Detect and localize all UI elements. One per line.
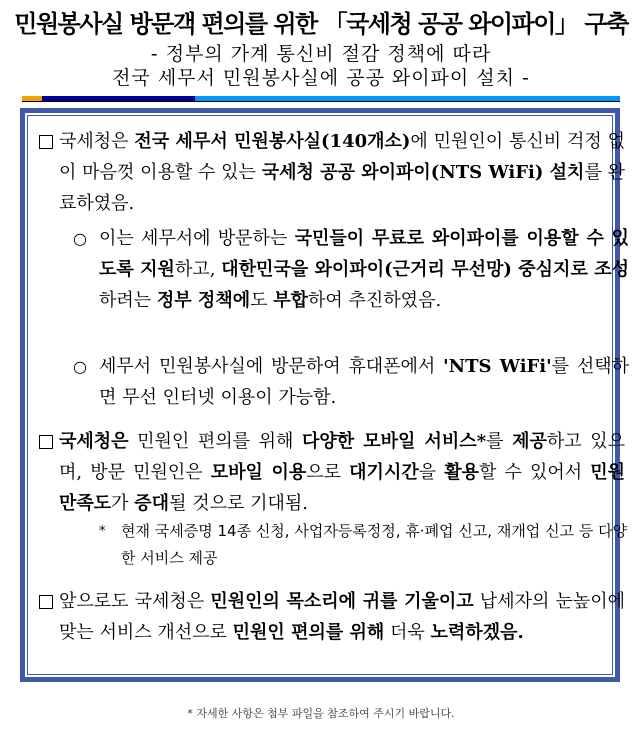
content-box (20, 108, 629, 682)
paragraph-1 (59, 126, 625, 219)
emphasized-text: 대기시간 (349, 462, 419, 483)
paragraph-2 (73, 223, 629, 316)
text-run: 할 수 있어서 (479, 462, 591, 483)
footnote-mobile-services (99, 518, 629, 572)
emphasized-text: 'NTS WiFi' (443, 356, 552, 377)
paragraph-5 (59, 586, 625, 648)
text-run: 국세청은 (59, 131, 135, 152)
page-title: 민원봉사실 방문객 편의를 위한 「국세청 공공 와이파이」 구축 (14, 10, 628, 38)
footer-note: * 자세한 사항은 첨부 파일을 참조하여 주시기 바랍니다. (187, 707, 455, 720)
text-run: 를 (486, 431, 513, 452)
emphasized-text: 국민들이 무료로 와이파이를 이용할 수 있도록 지원 (99, 228, 629, 280)
emphasized-text: 민원인의 목소리에 귀를 기울이고 (210, 591, 474, 612)
text-run: 으로 (306, 462, 350, 483)
text-run: 을 (418, 462, 445, 483)
text-run: 민원인 편의를 위해 (128, 431, 302, 452)
circle-bullet-icon: ○ (73, 229, 87, 248)
text-run: 를 완료하였음. (59, 162, 625, 214)
text-run: 될 것으로 기대됨. (169, 493, 308, 514)
paragraph-text (99, 356, 629, 408)
emphasized-text: 노력하겠음. (430, 622, 524, 643)
subtitle-line-1: - 정부의 가계 통신비 절감 정책에 따라 (150, 43, 492, 65)
text-run: 가 (111, 493, 135, 514)
subtitle-line-2: 전국 세무서 민원봉사실에 공공 와이파이 설치 - (112, 67, 530, 89)
paragraph-text (59, 431, 625, 514)
emphasized-text: 제공 (512, 431, 547, 452)
emphasized-text: 국세청은 (59, 431, 129, 452)
emphasized-text: 국세청 공공 와이파이(NTS WiFi) 설치 (261, 162, 585, 183)
circle-bullet-icon: ○ (73, 357, 87, 376)
divider-underline (22, 101, 620, 102)
emphasized-text: 전국 세무서 민원봉사실(140개소) (134, 131, 411, 152)
text-run: 도 (250, 290, 274, 311)
paragraph-3 (73, 351, 629, 413)
text-run: 이는 세무서에 방문하는 (99, 228, 295, 249)
footnote-text: 현재 국세증명 14종 신청, 사업자등록정정, 휴·폐업 신고, 재개업 신고 등 다양한 서비스 제공 (121, 522, 628, 567)
square-bullet-icon (39, 135, 53, 149)
paragraph-text (99, 228, 629, 311)
text-run: 에 민원인이 통신비 걱정 없이 마음껏 이용할 수 있는 (59, 131, 625, 183)
emphasized-text: 민원 만족도 (59, 462, 625, 514)
text-run: 하고 있으며, 방문 민원인은 (59, 431, 625, 483)
text-run: 하려는 (99, 290, 157, 311)
paragraph-text (59, 131, 625, 214)
paragraph-text (59, 591, 625, 643)
asterisk-icon: * (99, 524, 106, 539)
text-run: 납세자의 눈높이에 맞는 서비스 개선으로 (59, 591, 626, 643)
emphasized-text: 증대 (134, 493, 170, 514)
square-bullet-icon (39, 595, 53, 609)
emphasized-text: 다양한 모바일 서비스* (301, 431, 487, 452)
text-run: 하여 추진하였음. (308, 290, 442, 311)
square-bullet-icon (39, 435, 53, 449)
emphasized-text: 부합 (273, 290, 309, 311)
emphasized-text: 민원인 편의를 위해 (232, 622, 385, 643)
emphasized-text: 활용 (444, 462, 479, 483)
text-run: 를 선택하면 무선 인터넷 이용이 가능함. (99, 356, 629, 408)
text-run: 앞으로도 국세청은 (59, 591, 211, 612)
emphasized-text: 정부 정책에 (156, 290, 251, 311)
text-run: 더욱 (384, 622, 431, 643)
paragraph-4 (59, 426, 625, 519)
emphasized-text: 모바일 이용 (210, 462, 307, 483)
text-run: 하고, (174, 259, 222, 280)
emphasized-text: 대한민국을 와이파이(근거리 무선망) 중심지로 조성 (221, 259, 629, 280)
text-run: 세무서 민원봉사실에 방문하여 휴대폰에서 (99, 356, 444, 377)
